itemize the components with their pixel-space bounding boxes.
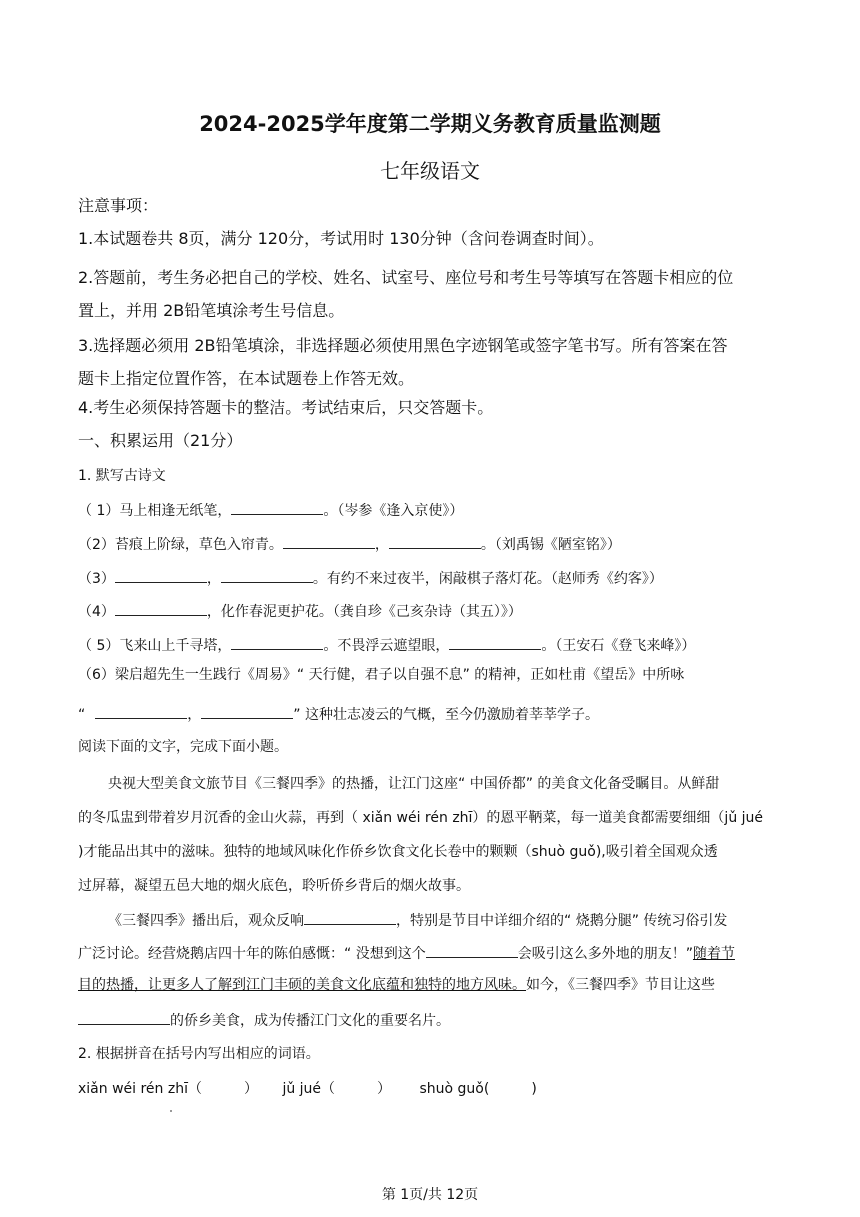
- para-text: 的侨乡美食，成为传播江门文化的重要名片。: [170, 1013, 450, 1029]
- poem-text: （3）: [78, 571, 115, 587]
- poem-text: （ 1）马上相逢无纸笔，: [78, 503, 232, 519]
- poem-text: ，: [374, 537, 389, 553]
- poem-text: 。（王安石《登飞来峰》）: [541, 638, 696, 654]
- notice-item-1: 1.本试题卷共 8页，满分 120分，考试用时 130分钟（含问卷调查时间）。: [78, 229, 604, 248]
- exam-subtitle: 七年级语文: [380, 159, 480, 183]
- poem-line-2: [78, 533, 621, 555]
- reading-para-2c: [78, 975, 715, 995]
- notice-item-2b: 置上，并用 2B铅笔填涂考生号信息。: [78, 301, 345, 320]
- pinyin-1: xiǎn wéi rén zhī（: [78, 1081, 202, 1097]
- page-number: 第 1页/共 12页: [381, 1187, 479, 1203]
- underlined-sentence: 目的热播，让更多人了解到江门丰硕的美食文化底蕴和独特的地方风味。: [78, 977, 526, 993]
- answer-blank[interactable]: [449, 634, 541, 650]
- poem-text: ” 这种壮志凌云的气概，至今仍激励着莘莘学子。: [293, 707, 599, 723]
- answer-blank[interactable]: [115, 600, 207, 616]
- poem-text: 。（岑参《逢入京使》）: [323, 503, 464, 519]
- question-1-heading: 1. 默写古诗文: [78, 468, 166, 484]
- answer-blank[interactable]: [283, 533, 375, 549]
- reading-para-1c: )才能品出其中的滋味。独特的地域风味化作侨乡饮食文化长卷中的颗颗（shuò guǒ),吸引着全国观众透: [78, 844, 718, 860]
- para-text: ，特别是节目中详细介绍的“ 烧鹅分腿” 传统习俗引发: [396, 913, 728, 929]
- notice-heading: 注意事项：: [78, 196, 159, 215]
- para-text: 会吸引这么多外地的朋友！”: [517, 946, 693, 962]
- pinyin-3: shuò guǒ(: [419, 1081, 490, 1097]
- answer-blank[interactable]: [115, 567, 207, 583]
- answer-blank[interactable]: [304, 909, 396, 925]
- poem-text: 。不畏浮云遮望眼，: [323, 638, 450, 654]
- notice-item-3a: 3.选择题必须用 2B铅笔填涂，非选择题必须使用黑色字迹钢笔或签字笔书写。所有答案在答: [78, 336, 728, 355]
- poem-text: ，: [206, 571, 221, 587]
- reading-para-2b: [78, 942, 735, 964]
- answer-blank[interactable]: [389, 533, 481, 549]
- underlined-sentence: 随着节: [692, 946, 735, 962]
- poem-line-3: [78, 567, 663, 589]
- para-text: 《三餐四季》播出后，观众反响: [108, 913, 304, 929]
- question-2-answers: [78, 1079, 537, 1099]
- poem-text: 。有约不来过夜半，闲敲棋子落灯花。（赵师秀《约客》）: [312, 571, 663, 587]
- stray-mark: [170, 1110, 172, 1112]
- bracket-close: ）: [243, 1081, 258, 1097]
- para-text: 广泛讨论。经营烧鹅店四十年的陈伯感慨：“ 没想到这个: [78, 946, 426, 962]
- bracket-close: ): [531, 1081, 537, 1097]
- reading-intro: 阅读下面的文字，完成下面小题。: [78, 739, 288, 755]
- poem-line-7: [78, 703, 599, 725]
- notice-item-4: 4.考生必须保持答题卡的整洁。考试结束后，只交答题卡。: [78, 398, 494, 417]
- poem-text: （4）: [78, 604, 115, 620]
- poem-text: “: [78, 707, 86, 723]
- reading-para-2a: [108, 909, 727, 931]
- answer-blank[interactable]: [231, 634, 323, 650]
- reading-para-1a: 央视大型美食文旅节目《三餐四季》的热播，让江门这座“ 中国侨都” 的美食文化备受瞩目。从鲜甜: [108, 776, 720, 792]
- para-text: 如今，《三餐四季》节目让这些: [526, 977, 715, 993]
- reading-para-1d: 过屏幕，凝望五邑大地的烟火底色，聆听侨乡背后的烟火故事。: [78, 878, 470, 894]
- section-heading: 一、积累运用（21分）: [78, 431, 243, 450]
- pinyin-2: jǔ jué（: [282, 1081, 336, 1097]
- poem-line-1: [78, 499, 463, 521]
- poem-text: 。（刘禹锡《陋室铭》）: [480, 537, 621, 553]
- answer-blank[interactable]: [426, 942, 518, 958]
- poem-line-4: [78, 600, 522, 622]
- poem-text: ，: [187, 707, 202, 723]
- notice-item-2a: 2.答题前，考生务必把自己的学校、姓名、试室号、座位号和考生号等填写在答题卡相应的位: [78, 268, 734, 287]
- notice-item-3b: 题卡上指定位置作答，在本试题卷上作答无效。: [78, 369, 415, 388]
- poem-text: （ 5）飞来山上千寻塔，: [78, 638, 232, 654]
- reading-para-1b: 的冬瓜盅到带着岁月沉香的金山火蒜，再到（ xiǎn wéi rén zhī）的恩平鞆菜，每一道美食都需要细细（jǔ jué: [78, 810, 764, 826]
- bracket-close: ）: [377, 1081, 392, 1097]
- poem-text: ，化作春泥更护花。（龚自珍《己亥杂诗（其五）》）: [206, 604, 522, 620]
- exam-title: 2024-2025学年度第二学期义务教育质量监测题: [199, 112, 661, 136]
- answer-blank[interactable]: [95, 703, 187, 719]
- poem-line-5: [78, 634, 695, 656]
- answer-blank[interactable]: [201, 703, 293, 719]
- poem-text: （2）苔痕上阶绿，草色入帘青。: [78, 537, 283, 553]
- question-2-heading: 2. 根据拼音在括号内写出相应的词语。: [78, 1046, 320, 1062]
- answer-blank[interactable]: [231, 499, 323, 515]
- poem-line-6: （6）梁启超先生一生践行《周易》“ 天行健，君子以自强不息” 的精神，正如杜甫《望岳》中所咏: [78, 667, 685, 683]
- answer-blank[interactable]: [78, 1009, 170, 1025]
- reading-para-2d: [78, 1009, 450, 1031]
- answer-blank[interactable]: [221, 567, 313, 583]
